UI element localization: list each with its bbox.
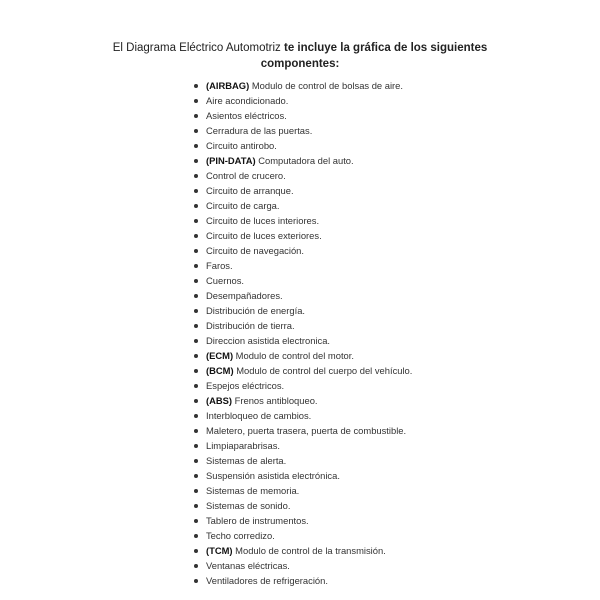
bullet-icon xyxy=(194,399,198,403)
list-item xyxy=(192,108,412,123)
bullet-icon xyxy=(194,114,198,118)
list-item xyxy=(192,153,412,168)
item-code: (PIN-DATA) xyxy=(206,155,256,166)
item-text: Maletero, puerta trasera, puerta de combustible. xyxy=(206,425,407,436)
bullet-icon xyxy=(194,579,198,583)
item-text: Circuito antirobo. xyxy=(206,140,277,151)
item-text: Modulo de control del motor. xyxy=(233,350,354,361)
components-list xyxy=(192,78,412,588)
bullet-icon xyxy=(194,204,198,208)
list-item xyxy=(192,483,412,498)
list-item xyxy=(192,213,412,228)
list-item xyxy=(192,303,412,318)
bullet-icon xyxy=(194,279,198,283)
list-item xyxy=(192,378,412,393)
list-item xyxy=(192,438,412,453)
item-text: Computadora del auto. xyxy=(255,155,354,166)
list-item xyxy=(192,258,412,273)
bullet-icon xyxy=(194,159,198,163)
item-text: Ventiladores de refrigeración. xyxy=(206,575,328,586)
item-text: Asientos eléctricos. xyxy=(206,110,287,121)
bullet-icon xyxy=(194,339,198,343)
item-text: Faros. xyxy=(206,260,233,271)
item-text: Direccion asistida electronica. xyxy=(206,335,331,346)
bullet-icon xyxy=(194,519,198,523)
item-text: Espejos eléctricos. xyxy=(206,380,285,391)
list-item xyxy=(192,228,412,243)
item-text: Frenos antibloqueo. xyxy=(232,395,318,406)
item-text: Desempañadores. xyxy=(206,290,283,301)
bullet-icon xyxy=(194,264,198,268)
heading-bold-text-line1: te incluye la gráfica de los siguientes xyxy=(284,42,488,54)
bullet-icon xyxy=(194,459,198,463)
bullet-icon xyxy=(194,549,198,553)
item-text: Sistemas de memoria. xyxy=(206,485,300,496)
list-item xyxy=(192,348,412,363)
list-item xyxy=(192,543,412,558)
item-text: Modulo de control del cuerpo del vehículo. xyxy=(233,365,413,376)
list-item xyxy=(192,288,412,303)
bullet-icon xyxy=(194,489,198,493)
item-text: Sistemas de alerta. xyxy=(206,455,287,466)
item-text: Circuito de carga. xyxy=(206,200,280,211)
page-heading xyxy=(40,40,560,72)
list-item xyxy=(192,183,412,198)
item-text: Cuernos. xyxy=(206,275,245,286)
bullet-icon xyxy=(194,429,198,433)
list-item xyxy=(192,408,412,423)
bullet-icon xyxy=(194,354,198,358)
item-text: Modulo de control de bolsas de aire. xyxy=(249,80,403,91)
item-text: Tablero de instrumentos. xyxy=(206,515,309,526)
bullet-icon xyxy=(194,129,198,133)
bullet-icon xyxy=(194,384,198,388)
heading-bold-text-line2: componentes: xyxy=(260,58,340,70)
bullet-icon xyxy=(194,564,198,568)
list-item xyxy=(192,78,412,93)
heading-normal-text: El Diagrama Eléctrico Automotriz xyxy=(112,42,285,54)
item-text: Techo corredizo. xyxy=(206,530,275,541)
list-item xyxy=(192,393,412,408)
bullet-icon xyxy=(194,189,198,193)
item-text: Circuito de navegación. xyxy=(206,245,304,256)
bullet-icon xyxy=(194,414,198,418)
list-item xyxy=(192,138,412,153)
item-text: Circuito de luces exteriores. xyxy=(206,230,322,241)
list-item xyxy=(192,468,412,483)
item-code: (TCM) xyxy=(206,545,233,556)
item-code: (AIRBAG) xyxy=(206,80,250,91)
bullet-icon xyxy=(194,219,198,223)
item-text: Modulo de control de la transmisión. xyxy=(232,545,386,556)
bullet-icon xyxy=(194,444,198,448)
list-item xyxy=(192,198,412,213)
item-text: Sistemas de sonido. xyxy=(206,500,291,511)
list-item xyxy=(192,498,412,513)
list-item xyxy=(192,513,412,528)
list-item xyxy=(192,423,412,438)
bullet-icon xyxy=(194,144,198,148)
bullet-icon xyxy=(194,309,198,313)
bullet-icon xyxy=(194,234,198,238)
bullet-icon xyxy=(194,249,198,253)
item-text: Suspensión asistida electrónica. xyxy=(206,470,340,481)
item-text: Distribución de tierra. xyxy=(206,320,295,331)
bullet-icon xyxy=(194,174,198,178)
bullet-icon xyxy=(194,474,198,478)
item-text: Cerradura de las puertas. xyxy=(206,125,313,136)
item-text: Distribución de energía. xyxy=(206,305,306,316)
item-code: (ECM) xyxy=(206,350,234,361)
list-item xyxy=(192,573,412,588)
list-item xyxy=(192,528,412,543)
bullet-icon xyxy=(194,369,198,373)
list-item xyxy=(192,168,412,183)
bullet-icon xyxy=(194,504,198,508)
list-item xyxy=(192,333,412,348)
item-code: (BCM) xyxy=(206,365,234,376)
item-text: Aire acondicionado. xyxy=(206,95,289,106)
item-text: Interbloqueo de cambios. xyxy=(206,410,312,421)
list-item xyxy=(192,318,412,333)
list-item xyxy=(192,363,412,378)
bullet-icon xyxy=(194,534,198,538)
item-text: Circuito de luces interiores. xyxy=(206,215,320,226)
list-item xyxy=(192,558,412,573)
item-text: Circuito de arranque. xyxy=(206,185,294,196)
item-text: Ventanas eléctricas. xyxy=(206,560,290,571)
list-item xyxy=(192,123,412,138)
bullet-icon xyxy=(194,84,198,88)
item-text: Control de crucero. xyxy=(206,170,286,181)
list-item xyxy=(192,243,412,258)
bullet-icon xyxy=(194,99,198,103)
item-text: Limpiaparabrisas. xyxy=(206,440,280,451)
list-item xyxy=(192,453,412,468)
bullet-icon xyxy=(194,294,198,298)
bullet-icon xyxy=(194,324,198,328)
item-code: (ABS) xyxy=(206,395,233,406)
list-item xyxy=(192,93,412,108)
list-item xyxy=(192,273,412,288)
